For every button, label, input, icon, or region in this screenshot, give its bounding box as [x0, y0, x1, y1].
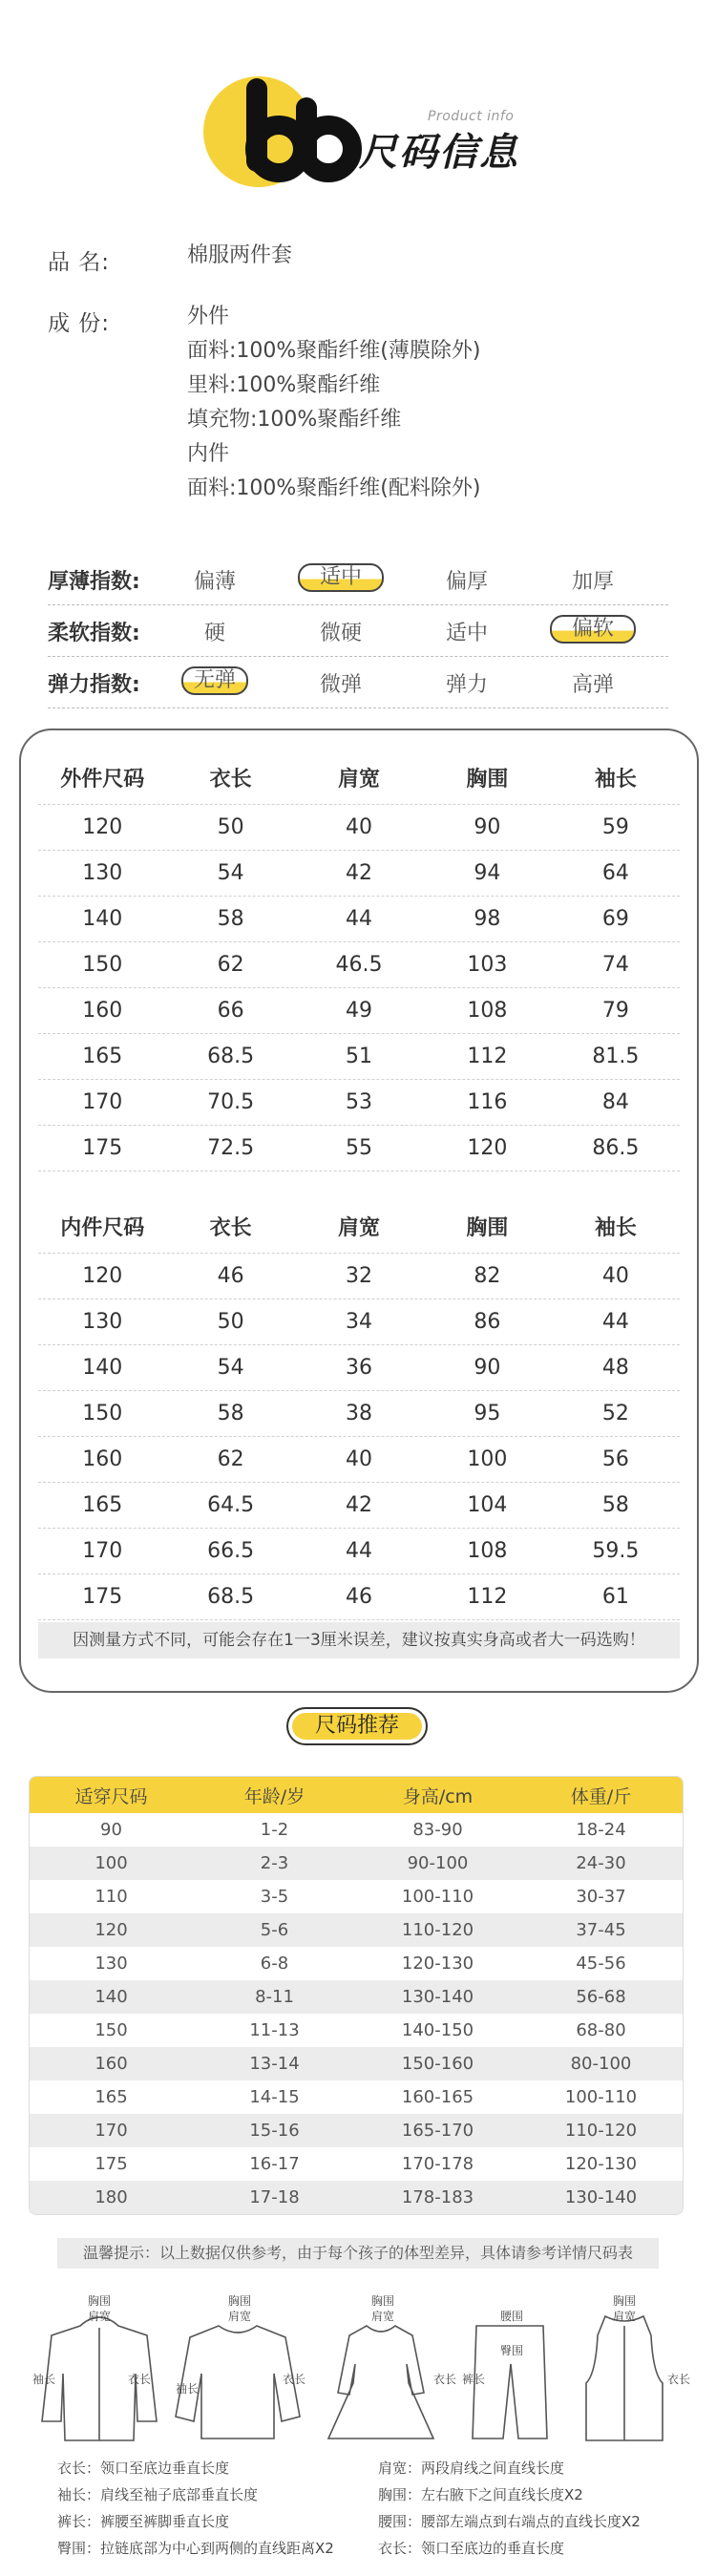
table-row — [30, 2080, 683, 2114]
legend-item: 裤长：裤腰至裤脚垂直长度 — [57, 2513, 230, 2530]
table-cell: 64 — [601, 861, 629, 885]
diagram-label: 裤长 — [462, 2373, 486, 2386]
table-cell: 46 — [217, 1264, 244, 1288]
table-cell: 外件尺码 — [60, 768, 145, 792]
index-option: 微硬 — [319, 622, 362, 645]
table-cell: 袖长 — [594, 768, 637, 792]
table-cell: 110-120 — [401, 1920, 474, 1940]
legend-item: 袖长：肩线至袖子底部垂直长度 — [57, 2486, 259, 2503]
diagram-label: 胸围 — [371, 2294, 395, 2308]
diagram-label: 臀围 — [500, 2344, 524, 2357]
size-chart-card — [19, 728, 699, 1693]
table-cell: 80-100 — [570, 2054, 632, 2074]
table-cell: 150 — [82, 953, 123, 977]
table-cell: 94 — [474, 861, 501, 885]
table-cell: 110 — [95, 1887, 128, 1907]
table-cell: 175 — [82, 1585, 123, 1609]
table-cell: 69 — [601, 907, 629, 931]
table-cell: 86 — [474, 1310, 501, 1334]
tip-bar: 温馨提示：以上数据仅供参考，由于每个孩子的体型差异，具体请参考详情尺码表 — [57, 2238, 659, 2269]
table-cell: 46 — [346, 1585, 373, 1609]
table-cell: 5-6 — [260, 1920, 289, 1940]
divider — [48, 604, 668, 605]
table-cell: 61 — [601, 1585, 629, 1609]
table-cell: 90-100 — [407, 1853, 469, 1873]
table-cell: 83-90 — [412, 1820, 463, 1840]
table-cell: 160 — [82, 999, 123, 1023]
table-cell: 8-11 — [255, 1987, 294, 2007]
diagram-label: 袖长 — [32, 2373, 56, 2386]
table-header-row — [38, 1200, 680, 1254]
diagram-label: 袖长 — [176, 2382, 200, 2396]
table-row — [38, 942, 680, 988]
table-cell: 56-68 — [576, 1987, 626, 2007]
table-cell: 70.5 — [207, 1090, 255, 1114]
index-option: 弹力 — [445, 673, 488, 697]
legend-item: 衣长：领口至底边的垂直长度 — [378, 2540, 565, 2557]
table-row — [38, 1126, 680, 1172]
vest-figure-icon — [586, 2316, 663, 2440]
table-cell: 62 — [217, 953, 244, 977]
table-cell: 112 — [467, 1585, 508, 1609]
table-cell: 适穿尺码 — [74, 1785, 148, 1807]
index-option: 加厚 — [571, 570, 614, 594]
index-option-selected: 无弹 — [181, 666, 248, 695]
index-option: 适中 — [445, 622, 488, 645]
table-cell: 165 — [95, 2087, 128, 2107]
table-cell: 108 — [467, 999, 508, 1023]
table-cell: 肩宽 — [338, 1216, 381, 1240]
legend-row — [57, 2511, 641, 2531]
table-cell: 175 — [95, 2154, 128, 2174]
size-recommend-title: 尺码推荐 — [286, 1707, 428, 1745]
table-cell: 40 — [346, 815, 373, 839]
diagram-label: 肩宽 — [371, 2310, 395, 2323]
table-cell: 170 — [95, 2121, 128, 2141]
index-label: 柔软指数: — [48, 622, 140, 645]
size-recommend-table — [29, 1776, 684, 2215]
table-cell: 79 — [601, 999, 629, 1023]
table-cell: 58 — [601, 1493, 629, 1517]
table-cell: 年龄/岁 — [243, 1785, 305, 1807]
table-cell: 40 — [346, 1447, 373, 1471]
table-cell: 74 — [601, 953, 629, 977]
table-cell: 120-130 — [401, 1953, 474, 1974]
table-cell: 160 — [95, 2054, 128, 2074]
table-cell: 120 — [95, 1920, 128, 1940]
table-cell: 170-178 — [401, 2154, 474, 2174]
table-cell: 110-120 — [564, 2121, 638, 2141]
table-row — [30, 1847, 683, 1880]
table-cell: 86.5 — [592, 1136, 640, 1160]
elasticity-index-row — [48, 661, 668, 708]
table-row — [30, 1880, 683, 1913]
table-cell: 胸围 — [466, 768, 509, 792]
diagram-label: 衣长 — [433, 2373, 457, 2386]
table-cell: 100-110 — [401, 1887, 474, 1907]
bb-logo-icon — [237, 69, 363, 193]
table-cell: 肩宽 — [338, 768, 381, 792]
diagram-label: 肩宽 — [88, 2310, 112, 2323]
table-cell: 50 — [217, 1310, 244, 1334]
table-row — [38, 1299, 680, 1345]
thickness-index-row — [48, 558, 668, 605]
table-cell: 120-130 — [564, 2154, 638, 2174]
table-cell: 1-2 — [260, 1820, 289, 1840]
table-cell: 100 — [467, 1447, 508, 1471]
table-cell: 140 — [95, 1987, 128, 2007]
table-row — [38, 1574, 680, 1620]
table-row — [38, 1080, 680, 1126]
outer-size-table — [38, 751, 680, 1172]
table-row — [38, 1529, 680, 1574]
legend-row — [57, 2538, 564, 2558]
inner-size-table — [38, 1200, 680, 1620]
table-cell: 36 — [346, 1356, 373, 1380]
table-cell: 130-140 — [401, 1987, 474, 2007]
table-cell: 48 — [601, 1356, 629, 1380]
diagram-label: 腰围 — [500, 2310, 524, 2323]
product-name-value: 棉服两件套 — [187, 243, 293, 267]
table-row — [30, 2014, 683, 2047]
table-cell: 120 — [82, 1264, 123, 1288]
table-cell: 140 — [82, 1356, 123, 1380]
table-cell: 90 — [100, 1820, 122, 1840]
table-cell: 68.5 — [207, 1585, 255, 1609]
table-cell: 84 — [601, 1090, 629, 1114]
table-row — [30, 2114, 683, 2147]
table-cell: 54 — [217, 1356, 244, 1380]
table-cell: 116 — [467, 1090, 508, 1114]
table-cell: 150 — [95, 2020, 128, 2040]
table-cell: 103 — [467, 953, 508, 977]
index-option-selected: 偏软 — [550, 615, 636, 644]
diagram-label: 胸围 — [228, 2294, 252, 2308]
table-cell: 104 — [467, 1493, 508, 1517]
table-cell: 2-3 — [260, 1853, 289, 1873]
table-cell: 24-30 — [576, 1853, 626, 1873]
table-cell: 54 — [217, 861, 244, 885]
composition-label: 成 份: — [48, 311, 111, 336]
table-cell: 59 — [601, 815, 629, 839]
table-row — [30, 1980, 683, 2014]
table-cell: 64.5 — [207, 1493, 255, 1517]
table-cell: 58 — [217, 1402, 244, 1425]
table-row — [38, 851, 680, 897]
table-cell: 66 — [217, 999, 244, 1023]
table-row — [30, 1813, 683, 1847]
table-cell: 56 — [601, 1447, 629, 1471]
table-cell: 170 — [82, 1090, 123, 1114]
table-cell: 32 — [346, 1264, 373, 1288]
table-cell: 81.5 — [592, 1045, 640, 1068]
table-cell: 66.5 — [207, 1539, 255, 1563]
divider — [48, 707, 668, 708]
table-cell: 130 — [82, 861, 123, 885]
table-row — [30, 1913, 683, 1947]
table-row — [38, 1437, 680, 1483]
table-cell: 108 — [467, 1539, 508, 1563]
table-cell: 150-160 — [401, 2054, 474, 2074]
table-row — [38, 805, 680, 851]
table-cell: 30-37 — [576, 1887, 626, 1907]
table-cell: 98 — [474, 907, 501, 931]
table-cell: 90 — [474, 1356, 501, 1380]
table-row — [30, 2147, 683, 2181]
index-option: 偏厚 — [445, 570, 488, 594]
composition-line: 内件 — [187, 442, 230, 466]
table-cell: 42 — [346, 1493, 373, 1517]
table-cell: 45-56 — [576, 1953, 626, 1974]
table-cell: 38 — [346, 1402, 373, 1425]
table-row — [38, 1391, 680, 1437]
legend-item: 臀围：拉链底部为中心到两侧的直线距离X2 — [57, 2540, 334, 2557]
table-cell: 150 — [82, 1402, 123, 1425]
table-cell: 52 — [601, 1402, 629, 1425]
table-cell: 178-183 — [401, 2187, 474, 2207]
table-cell: 82 — [474, 1264, 501, 1288]
table-cell: 50 — [217, 815, 244, 839]
index-option: 微弹 — [319, 673, 362, 697]
table-cell: 58 — [217, 907, 244, 931]
table-cell: 衣长 — [209, 1216, 252, 1240]
table-cell: 180 — [95, 2187, 128, 2207]
table-cell: 72.5 — [207, 1136, 255, 1160]
table-cell: 160-165 — [401, 2087, 474, 2107]
table-header-row — [30, 1777, 683, 1813]
table-cell: 130 — [95, 1953, 128, 1974]
table-cell: 18-24 — [576, 1820, 626, 1840]
diagram-label: 胸围 — [613, 2294, 637, 2308]
table-row — [30, 2047, 683, 2080]
brand-title: 尺码信息 — [359, 131, 519, 175]
table-cell: 16-17 — [249, 2154, 300, 2174]
divider — [48, 656, 668, 657]
table-cell: 17-18 — [249, 2187, 300, 2207]
index-label: 厚薄指数: — [48, 570, 140, 594]
table-cell: 62 — [217, 1447, 244, 1471]
legend-item: 衣长：领口至底边垂直长度 — [57, 2460, 230, 2477]
table-cell: 68.5 — [207, 1045, 255, 1068]
table-cell: 13-14 — [249, 2054, 300, 2074]
brand-logo — [199, 74, 523, 199]
table-cell: 44 — [346, 907, 373, 931]
table-cell: 112 — [467, 1045, 508, 1068]
table-row — [38, 1034, 680, 1080]
table-cell: 体重/斤 — [570, 1785, 632, 1807]
table-row — [30, 2181, 683, 2214]
table-row — [38, 1345, 680, 1391]
table-cell: 42 — [346, 861, 373, 885]
table-row — [38, 1254, 680, 1299]
index-option: 偏薄 — [193, 570, 236, 594]
table-cell: 46.5 — [335, 953, 383, 977]
legend-item: 肩宽：两段肩线之间直线长度 — [378, 2460, 565, 2477]
composition-line: 外件 — [187, 305, 230, 328]
table-cell: 55 — [346, 1136, 373, 1160]
table-cell: 49 — [346, 999, 373, 1023]
table-cell: 120 — [467, 1136, 508, 1160]
legend-row — [57, 2458, 564, 2478]
legend-item: 腰围：腰部左端点到右端点的直线长度X2 — [378, 2513, 641, 2530]
legend-item: 胸围：左右腋下之间直线长度X2 — [378, 2486, 583, 2503]
diagram-label: 肩宽 — [228, 2310, 252, 2323]
product-name-label: 品 名: — [48, 250, 111, 275]
table-row — [30, 1947, 683, 1980]
table-cell: 130 — [82, 1310, 123, 1334]
diagram-label: 衣长 — [128, 2373, 152, 2386]
legend-row — [57, 2484, 583, 2504]
table-cell: 100-110 — [564, 2087, 638, 2107]
table-cell: 90 — [474, 815, 501, 839]
index-option-selected: 适中 — [298, 563, 384, 592]
table-cell: 40 — [601, 1264, 629, 1288]
table-row — [38, 988, 680, 1034]
index-option: 硬 — [203, 622, 225, 645]
table-cell: 11-13 — [249, 2020, 300, 2040]
brand-subtitle: Product info — [428, 109, 515, 124]
table-cell: 衣长 — [209, 768, 252, 792]
diagram-label: 肩宽 — [613, 2310, 637, 2323]
table-row — [38, 897, 680, 942]
table-cell: 44 — [601, 1310, 629, 1334]
diagram-label: 衣长 — [667, 2373, 691, 2386]
diagram-label: 衣长 — [283, 2373, 306, 2386]
index-label: 弹力指数: — [48, 673, 140, 697]
table-cell: 胸围 — [466, 1216, 509, 1240]
softness-index-row — [48, 609, 668, 657]
diagram-label: 胸围 — [88, 2294, 112, 2308]
composition-list — [187, 300, 480, 506]
table-cell: 68-80 — [576, 2020, 626, 2040]
table-cell: 170 — [82, 1539, 123, 1563]
composition-line: 面料:100%聚酯纤维(薄膜除外) — [187, 339, 481, 363]
table-cell: 51 — [346, 1045, 373, 1068]
table-cell: 3-5 — [260, 1887, 289, 1907]
table-cell: 身高/cm — [402, 1785, 474, 1807]
table-cell: 175 — [82, 1136, 123, 1160]
table-cell: 内件尺码 — [60, 1216, 145, 1240]
table-cell: 140 — [82, 907, 123, 931]
table-header-row — [38, 751, 680, 805]
table-cell: 14-15 — [249, 2087, 300, 2107]
measure-note: 因测量方式不同，可能会存在1一3厘米误差，建议按真实身高或者大一码选购！ — [38, 1622, 680, 1658]
table-cell: 165 — [82, 1493, 123, 1517]
table-cell: 140-150 — [401, 2020, 474, 2040]
table-cell: 6-8 — [260, 1953, 289, 1974]
table-cell: 15-16 — [249, 2121, 300, 2141]
table-cell: 37-45 — [576, 1920, 626, 1940]
dress-figure-icon — [328, 2326, 433, 2439]
measurement-diagram — [32, 2288, 691, 2450]
table-cell: 59.5 — [592, 1539, 640, 1563]
table-cell: 53 — [346, 1090, 373, 1114]
table-cell: 100 — [95, 1853, 128, 1873]
index-option: 高弹 — [571, 673, 614, 697]
table-cell: 95 — [474, 1402, 501, 1425]
table-cell: 120 — [82, 815, 123, 839]
composition-line: 里料:100%聚酯纤维 — [187, 373, 381, 397]
table-cell: 袖长 — [594, 1216, 637, 1240]
composition-line: 面料:100%聚酯纤维(配料除外) — [187, 476, 481, 500]
table-cell: 160 — [82, 1447, 123, 1471]
table-cell: 130-140 — [564, 2187, 638, 2207]
table-cell: 165 — [82, 1045, 123, 1068]
table-row — [38, 1483, 680, 1529]
table-cell: 165-170 — [401, 2121, 474, 2141]
table-cell: 44 — [346, 1539, 373, 1563]
composition-line: 填充物:100%聚酯纤维 — [187, 408, 402, 432]
table-cell: 34 — [346, 1310, 373, 1334]
